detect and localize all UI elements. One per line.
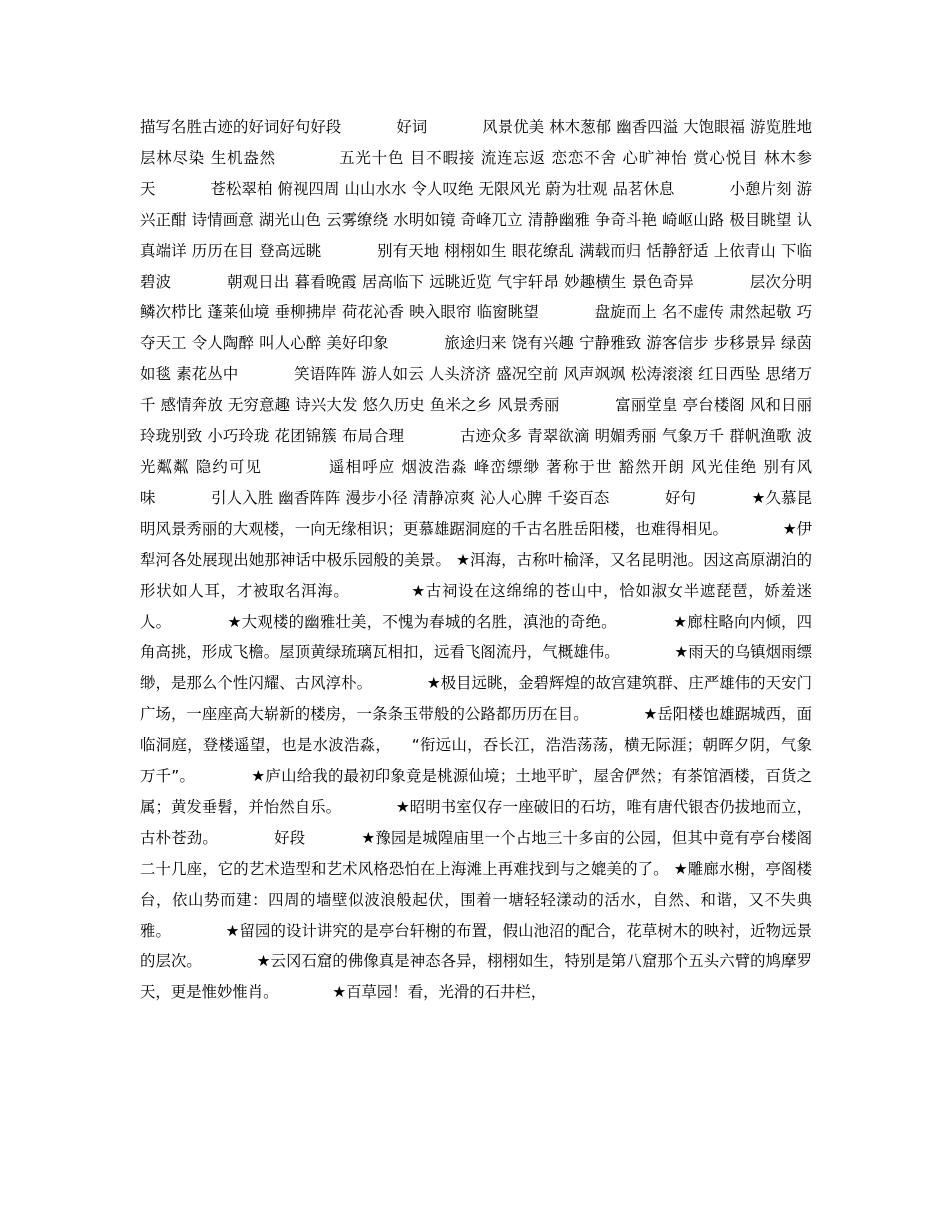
body-text: 描写名胜古迹的好词好句好段 好词 风景优美 林木葱郁 幽香四溢 大饱眼福 游览胜地 层林尽染 生机盎然 五光十色 目不暇接 流连忘返 恋恋不舍 心旷神怡 赏心悦目 林木参天 苍松翠柏 俯视四周 山山水水 令人叹绝 无限风光 蔚为壮观 品茗休息 小憩片刻 游兴正酣 诗情画意 湖光山色 云雾缭绕 水明如镜 奇峰兀立 清静幽雅 争奇斗艳 崎岖山路 极目眺望 认真端详 历历在目 登高远眺 别有天地 栩栩如生 眼花缭乱 满载而归 恬静舒适 上依青山 下临碧波 朝观日出 暮看晚霞 居高临下 远眺近览 气宇轩昂 妙趣横生 景色奇异 层次分明 鳞次栉比 蓬莱仙境 垂柳拂岸 荷花沁香 映入眼帘 临窗眺望 盘旋而上 名不虚传 肃然起敬 巧夺天工 令人陶醉 叫人心醉 美好印象 旅途归来 饶有兴趣 宁静雅致 游客信步 步移景异 绿茵如毯 素花丛中 笑语阵阵 游人如云 人头济济 盛况空前 风声飒飒 松涛滚滚 红日西坠 思绪万千 感情奔放 无穷意趣 诗兴大发 悠久历史 鱼米之乡 风景秀丽 富丽堂皇 亭台楼阁 风和日丽 玲珑别致 小巧玲珑 花团锦簇 布局合理 古迹众多 青翠欲滴 明媚秀丽 气象万千 群帆渔歌 波光粼粼 隐约可见 遥相呼应 烟波浩淼 峰峦缥缈 著称于世 豁然开朗 风光佳绝 别有风味 引人入胜 幽香阵阵 漫步小径 清静凉爽 沁人心脾 千姿百态 好句 ★久慕昆明风景秀丽的大观楼，一向无缘相识；更慕雄踞洞庭的千古名胜岳阳楼，也难得相见。 ★伊犁河各处展现出她那神话中极乐园般的美景。 ★洱海，古称叶榆泽，又名昆明池。因这高原湖泊的形状如人耳，才被取名洱海。 ★古祠设在这绵绵的苍山中，恰如淑女半遮琵琶，娇羞迷人。 ★大观楼的幽雅壮美，不愧为春城的名胜，滇池的奇绝。 ★廊柱略向内倾，四角高挑，形成飞檐。屋顶黄绿琉璃瓦相扣，远看飞阁流丹，气概雄伟。 ★雨天的乌镇烟雨缥缈，是那么个性闪耀、古风淳朴。 ★极目远眺，金碧辉煌的故宫建筑群、庄严雄伟的天安门广场，一座座高大崭新的楼房，一条条玉带般的公路都历历在目。 ★岳阳楼也雄踞城西，面临洞庭，登楼遥望，也是水波浩淼， “衔远山，吞长江，浩浩荡荡，横无际涯；朝晖夕阴，气象万千”。 ★庐山给我的最初印象竟是桃源仙境；土地平旷，屋舍俨然；有茶馆酒楼，百货之属；黄发垂髫，并怡然自乐。 ★昭明书室仅存一座破旧的石坊，唯有唐代银杏仍拔地而立，古朴苍劲。 好段 ★豫园是城隍庙里一个占地三十多亩的公园，但其中竟有亭台楼阁二十几座，它的艺术造型和艺术风格恐怕在上海滩上再难找到与之媲美的了。 ★雕廊水榭，亭阁楼台，依山势而建：四周的墙壁似波浪般起伏，围着一塘轻轻漾动的活水，自然、和谐，又不失典雅。 ★留园的设计讲究的是亭台轩榭的布置，假山池沼的配合，花草树木的映衬，近物远景的层次。 ★云冈石窟的佛像真是神态各异，栩栩如生，特别是第八窟那个五头六臂的鸠摩罗天，更是惟妙惟肖。 ★百草园！看，光滑的石井栏，	[140, 118, 813, 1002]
